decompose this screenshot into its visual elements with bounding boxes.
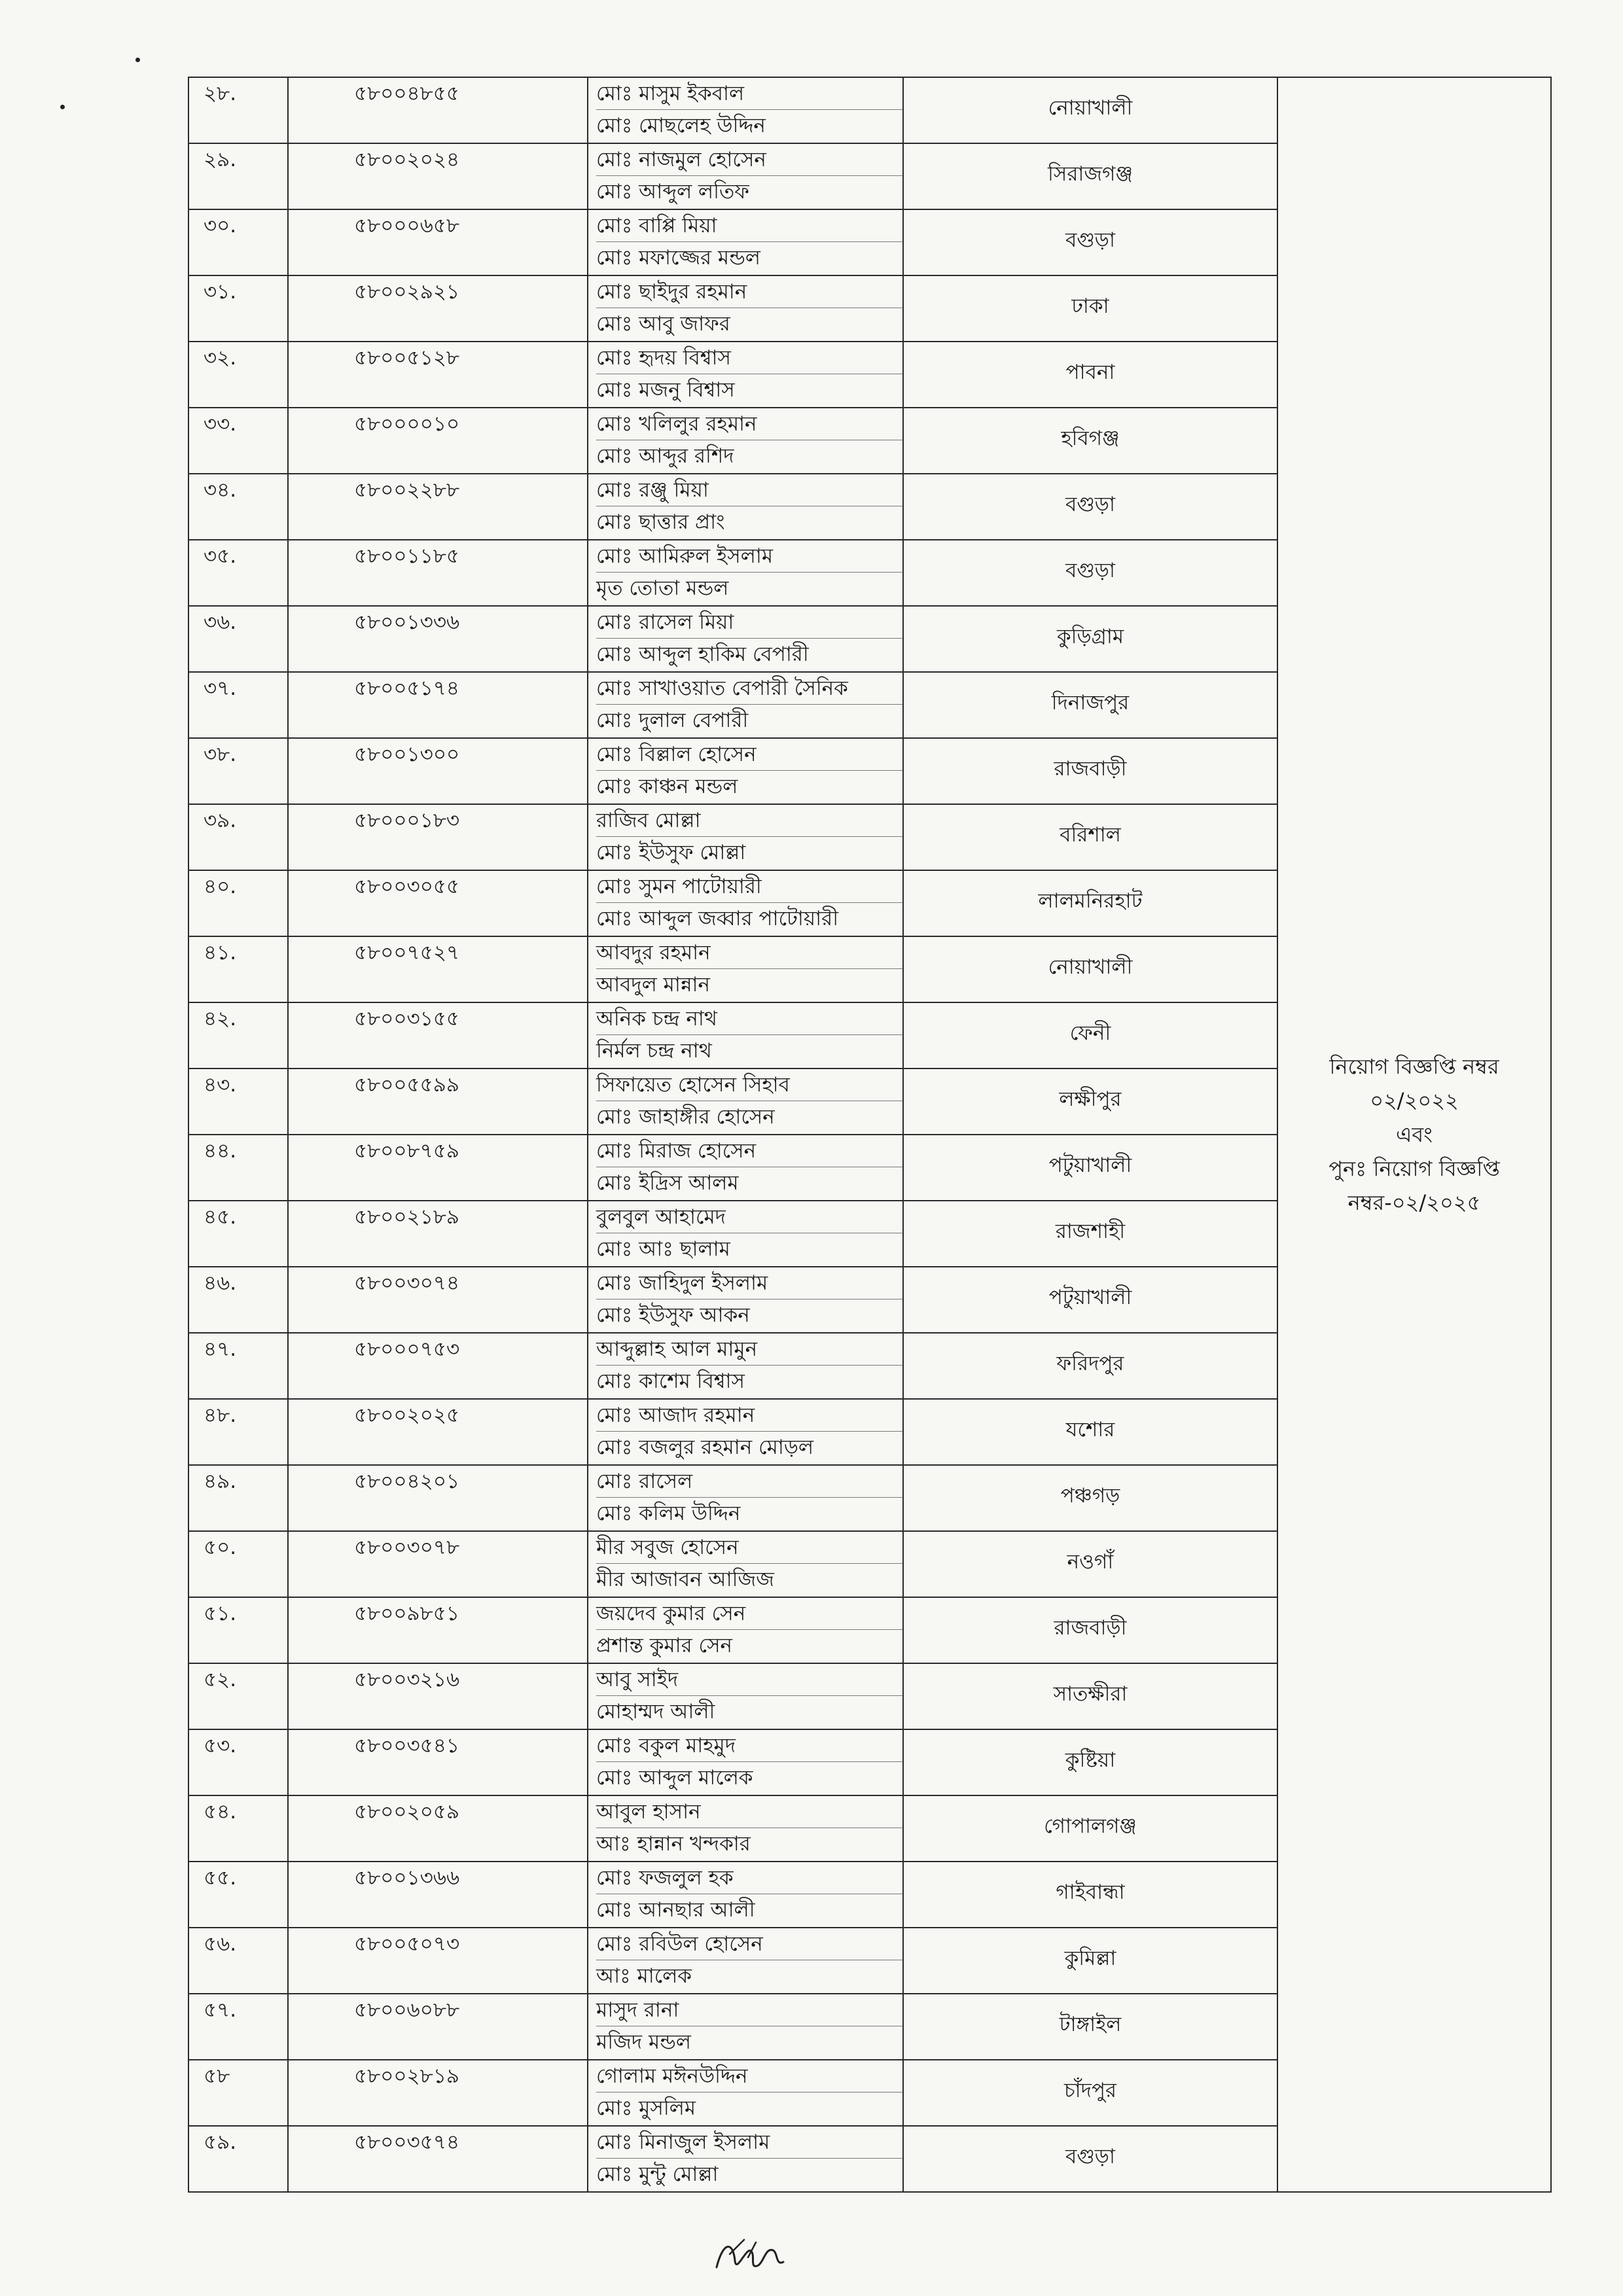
candidate-name: মোঃ ছাইদুর রহমান [596,276,902,308]
candidate-name: মোঃ জাহিদুল ইসলাম [596,1267,902,1299]
district-cell [903,1135,1277,1201]
candidate-name: অনিক চন্দ্র নাথ [596,1003,902,1035]
serial-cell: ৫৭. [188,1994,288,2060]
candidate-name: গোলাম মঈনউদ্দিন [596,2060,902,2093]
name-cell [588,474,903,540]
father-name: মোঃ মফাজ্জের মন্ডল [596,246,760,270]
name-cell [588,1795,903,1862]
name-cell [588,540,903,606]
candidate-name: মোঃ বাপ্পি মিয়া [596,210,902,242]
serial-cell: ৩৯. [188,804,288,870]
serial-cell: ৩৬. [188,606,288,672]
district-name: কুড়িগ্রাম [1056,625,1124,648]
father-name: মোঃ বজলুর রহমান মোড়ল [596,1436,814,1459]
roll-cell: ৫৮০০৩০৭৮ [288,1531,588,1597]
serial-cell: ৩৭. [188,672,288,738]
district-name: রাজশাহী [1055,1220,1126,1243]
serial-cell: ৩৫. [188,540,288,606]
district-cell [903,1267,1277,1333]
father-name: মোঃ মুন্টু মোল্লা [596,2163,719,2186]
district-name: ফেনী [1069,1021,1111,1045]
roll-cell: ৫৮০০০০১০ [288,408,588,474]
serial-cell: ৪০. [188,870,288,936]
candidate-name: মোঃ সাখাওয়াত বেপারী সৈনিক [596,673,902,705]
district-name: লক্ষীপুর [1059,1087,1122,1111]
roll-cell: ৫৮০০২০৫৯ [288,1795,588,1862]
candidate-name: বুলবুল আহামেদ [596,1201,902,1233]
candidate-name: মোঃ মিনাজুল ইসলাম [596,2127,902,2159]
roll-cell: ৫৮০০২৯২১ [288,275,588,342]
name-cell [588,1465,903,1531]
roll-cell: ৫৮০০০৬৫৮ [288,209,588,275]
roll-cell: ৫৮০০০৭৫৩ [288,1333,588,1399]
circular-note-cell [1277,77,1551,2192]
serial-cell: ২৮. [188,77,288,143]
serial-cell: ৫৯. [188,2126,288,2192]
candidate-name: মোঃ বকুল মাহমুদ [596,1730,902,1762]
name-cell [588,275,903,342]
district-cell [903,209,1277,275]
district-name: পটুয়াখালী [1048,1286,1132,1309]
district-name: বরিশাল [1060,823,1121,847]
district-cell [903,1333,1277,1399]
scan-speck [60,105,65,109]
circular-note-line4: পুনঃ নিয়োগ বিজ্ঞপ্তি [1329,1156,1500,1181]
serial-cell: ৩৮. [188,738,288,804]
roll-cell: ৫৮০০২২৮৮ [288,474,588,540]
district-cell [903,143,1277,209]
district-name: গাইবান্ধা [1056,1881,1125,1904]
roll-cell: ৫৮০০২১৮৯ [288,1201,588,1267]
serial-cell: ৫৩. [188,1729,288,1795]
roll-cell: ৫৮০০১৩৩৬ [288,606,588,672]
district-cell [903,2060,1277,2126]
name-cell [588,342,903,408]
district-cell [903,1994,1277,2060]
candidate-name: মাসুদ রানা [596,1994,902,2026]
district-name: সিরাজগঞ্জ [1048,162,1133,186]
candidate-name: মোঃ আজাদ রহমান [596,1400,902,1432]
candidate-name: মোঃ ফজলুল হক [596,1862,902,1894]
circular-note-line1: নিয়োগ বিজ্ঞপ্তি নম্বর [1329,1054,1499,1079]
serial-cell: ৪৩. [188,1069,288,1135]
name-cell [588,408,903,474]
candidate-name: জয়দেব কুমার সেন [596,1598,902,1630]
name-cell [588,1333,903,1399]
name-cell [588,672,903,738]
candidate-name: মোঃ আমিরুল ইসলাম [596,540,902,573]
district-cell [903,540,1277,606]
district-name: কুমিল্লা [1064,1947,1116,1970]
district-cell [903,1597,1277,1663]
serial-cell: ৫৬. [188,1928,288,1994]
serial-cell: ৫১. [188,1597,288,1663]
name-cell [588,738,903,804]
father-name: মোঃ জাহাঙ্গীর হোসেন [596,1105,775,1129]
district-cell [903,77,1277,143]
father-name: মোঃ আব্দুল হাকিম বেপারী [596,643,809,666]
serial-cell: ৪২. [188,1002,288,1069]
district-name: টাঙ্গাইল [1059,2013,1122,2036]
serial-cell: ২৯. [188,143,288,209]
district-name: বগুড়া [1065,2145,1115,2168]
roll-cell: ৫৮০০৫০৭৩ [288,1928,588,1994]
district-name: দিনাজপুর [1051,691,1130,715]
father-name: মীর আজাবন আজিজ [596,1568,774,1591]
name-cell [588,2126,903,2192]
roll-cell: ৫৮০০২৮১৯ [288,2060,588,2126]
name-cell [588,1994,903,2060]
district-name: পঞ্চগড় [1060,1484,1120,1508]
roll-cell: ৫৮০০১১৮৫ [288,540,588,606]
father-name: মোঃ ইদ্রিস আলম [596,1171,739,1195]
roll-cell: ৫৮০০৪৮৫৫ [288,77,588,143]
district-name: চাঁদপুর [1063,2079,1117,2102]
name-cell [588,1862,903,1928]
serial-cell: ৩৪. [188,474,288,540]
roll-cell: ৫৮০০৩১৫৫ [288,1002,588,1069]
district-cell [903,474,1277,540]
father-name: মোঃ আনছার আলী [596,1898,755,1922]
father-name: মৃত তোতা মন্ডল [596,576,729,600]
father-name: আঃ মালেক [596,1964,692,1988]
district-cell [903,1663,1277,1729]
name-cell [588,1531,903,1597]
name-cell [588,606,903,672]
roll-cell: ৫৮০০৩২১৬ [288,1663,588,1729]
roll-cell: ৫৮০০৮৭৫৯ [288,1135,588,1201]
name-cell [588,77,903,143]
candidate-name: মোঃ বিল্লাল হোসেন [596,739,902,771]
district-name: পাবনা [1065,361,1115,384]
roll-cell: ৫৮০০৩০৫৫ [288,870,588,936]
name-cell [588,1002,903,1069]
serial-cell: ৪৬. [188,1267,288,1333]
serial-cell: ৩১. [188,275,288,342]
candidate-name: মোঃ হৃদয় বিশ্বাস [596,342,902,374]
father-name: মোহাম্মদ আলী [596,1700,715,1723]
district-cell [903,342,1277,408]
name-cell [588,1135,903,1201]
father-name: মোঃ কাঞ্চন মন্ডল [596,775,738,798]
father-name: আঃ হান্নান খন্দকার [596,1832,751,1856]
name-cell [588,1928,903,1994]
father-name: মজিদ মন্ডল [596,2030,692,2054]
serial-cell: ৪৮. [188,1399,288,1465]
candidate-name: মোঃ রঞ্জু মিয়া [596,474,902,506]
name-cell [588,2060,903,2126]
serial-cell: ৪৪. [188,1135,288,1201]
signature [710,2228,789,2280]
district-cell [903,1862,1277,1928]
candidate-table-body [188,77,1551,2192]
serial-cell: ৪৫. [188,1201,288,1267]
father-name: মোঃ কাশেম বিশ্বাস [596,1369,745,1393]
district-cell [903,1928,1277,1994]
circular-note-line2: ০২/২০২২ [1370,1088,1459,1113]
district-name: বগুড়া [1065,559,1115,582]
father-name: মোঃ ইউসুফ আকন [596,1303,750,1327]
district-cell [903,1201,1277,1267]
name-cell [588,804,903,870]
district-cell [903,275,1277,342]
district-name: ঢাকা [1071,294,1109,318]
father-name: মোঃ আব্দুল মালেক [596,1766,753,1790]
district-name: নোয়াখালী [1048,955,1133,979]
roll-cell: ৫৮০০২০২৫ [288,1399,588,1465]
father-name: মোঃ মুসলিম [596,2096,696,2120]
father-name: মোঃ আব্দুল লতিফ [596,180,749,203]
serial-cell: ৫২. [188,1663,288,1729]
district-cell [903,1465,1277,1531]
father-name: মোঃ আব্দুর রশিদ [596,444,734,468]
name-cell [588,1729,903,1795]
name-cell [588,936,903,1002]
circular-note-line5: নম্বর-০২/২০২৫ [1347,1190,1481,1215]
father-name: মোঃ কলিম উদ্দিন [596,1502,741,1525]
father-name: নির্মল চন্দ্র নাথ [596,1039,712,1063]
roll-cell: ৫৮০০৭৫২৭ [288,936,588,1002]
father-name: প্রশান্ত কুমার সেন [596,1634,733,1657]
district-name: বগুড়া [1065,493,1115,516]
serial-cell: ৪১. [188,936,288,1002]
roll-cell: ৫৮০০৬০৮৮ [288,1994,588,2060]
candidate-name: আবদুর রহমান [596,937,902,969]
district-cell [903,1399,1277,1465]
father-name: মোঃ মোছলেহ উদ্দিন [596,114,766,137]
district-cell [903,606,1277,672]
name-cell [588,1399,903,1465]
district-name: হবিগঞ্জ [1061,427,1120,450]
district-name: নোয়াখালী [1048,96,1133,120]
roll-cell: ৫৮০০০১৮৩ [288,804,588,870]
candidate-name: মীর সবুজ হোসেন [596,1532,902,1564]
father-name: মোঃ দুলাল বেপারী [596,709,749,732]
roll-cell: ৫৮০০৫৫৯৯ [288,1069,588,1135]
district-cell [903,1531,1277,1597]
candidate-name: আবুল হাসান [596,1796,902,1828]
serial-cell: ৪৯. [188,1465,288,1531]
father-name: আবদুল মান্নান [596,973,711,997]
serial-cell: ৪৭. [188,1333,288,1399]
father-name: মোঃ আঃ ছালাম [596,1237,730,1261]
roll-cell: ৫৮০০১৩৬৬ [288,1862,588,1928]
district-name: গোপালগঞ্জ [1044,1814,1137,1838]
name-cell [588,870,903,936]
serial-cell: ৩০. [188,209,288,275]
candidate-name: মোঃ মিরাজ হোসেন [596,1135,902,1167]
candidate-name: সিফায়েত হোসেন সিহাব [596,1069,902,1101]
roll-cell: ৫৮০০৩৫৭৪ [288,2126,588,2192]
candidate-name: আব্দুল্লাহ আল মামুন [596,1333,902,1366]
district-cell [903,408,1277,474]
district-cell [903,672,1277,738]
name-cell [588,1597,903,1663]
roll-cell: ৫৮০০৩০৭৪ [288,1267,588,1333]
roll-cell: ৫৮০০৩৫৪১ [288,1729,588,1795]
candidate-name: মোঃ নাজমুল হোসেন [596,144,902,176]
district-cell [903,1795,1277,1862]
district-cell [903,1729,1277,1795]
roll-cell: ৫৮০০২০২৪ [288,143,588,209]
candidate-name: মোঃ রবিউল হোসেন [596,1928,902,1960]
father-name: মোঃ ছাত্তার প্রাং [596,510,725,534]
district-cell [903,738,1277,804]
roll-cell: ৫৮০০৪২০১ [288,1465,588,1531]
district-name: রাজবাড়ী [1054,1616,1127,1640]
roll-cell: ৫৮০০৫১২৮ [288,342,588,408]
serial-cell: ৩২. [188,342,288,408]
district-name: পটুয়াখালী [1048,1154,1132,1177]
district-cell [903,1002,1277,1069]
candidate-name: আবু সাইদ [596,1664,902,1696]
candidate-table [188,77,1552,2193]
name-cell [588,143,903,209]
circular-note-line3: এবং [1396,1122,1433,1147]
district-name: লালমনিরহাট [1038,889,1143,913]
serial-cell: ৩৩. [188,408,288,474]
candidate-name: রাজিব মোল্লা [596,805,902,837]
candidate-name: মোঃ মাসুম ইকবাল [596,78,902,110]
candidate-name: মোঃ রাসেল [596,1466,902,1498]
district-cell [903,1069,1277,1135]
district-name: সাতক্ষীরা [1053,1682,1128,1706]
father-name: মোঃ আব্দুল জব্বার পাটোয়ারী [596,907,839,930]
name-cell [588,1201,903,1267]
district-name: বগুড়া [1065,228,1115,252]
serial-cell: ৫৪. [188,1795,288,1862]
district-name: নওগাঁ [1067,1550,1114,1574]
district-cell [903,870,1277,936]
district-cell [903,936,1277,1002]
serial-cell: ৫০. [188,1531,288,1597]
serial-cell: ৫৫. [188,1862,288,1928]
candidate-name: মোঃ রাসেল মিয়া [596,607,902,639]
name-cell [588,209,903,275]
district-cell [903,804,1277,870]
serial-cell: ৫৮ [188,2060,288,2126]
candidate-name: মোঃ খলিলুর রহমান [596,408,902,440]
district-cell [903,2126,1277,2192]
district-name: যশোর [1065,1418,1115,1441]
name-cell [588,1663,903,1729]
district-name: ফরিদপুর [1056,1352,1124,1375]
name-cell [588,1069,903,1135]
roll-cell: ৫৮০০৫১৭৪ [288,672,588,738]
district-name: রাজবাড়ী [1054,757,1127,781]
father-name: মোঃ আবু জাফর [596,312,730,336]
father-name: মোঃ ইউসুফ মোল্লা [596,841,746,864]
name-cell [588,1267,903,1333]
table-row [188,77,1551,143]
candidate-name: মোঃ সুমন পাটোয়ারী [596,871,902,903]
roll-cell: ৫৮০০৯৮৫১ [288,1597,588,1663]
roll-cell: ৫৮০০১৩০০ [288,738,588,804]
scan-speck [135,58,140,62]
district-name: কুষ্টিয়া [1065,1748,1116,1772]
father-name: মোঃ মজনু বিশ্বাস [596,378,735,402]
